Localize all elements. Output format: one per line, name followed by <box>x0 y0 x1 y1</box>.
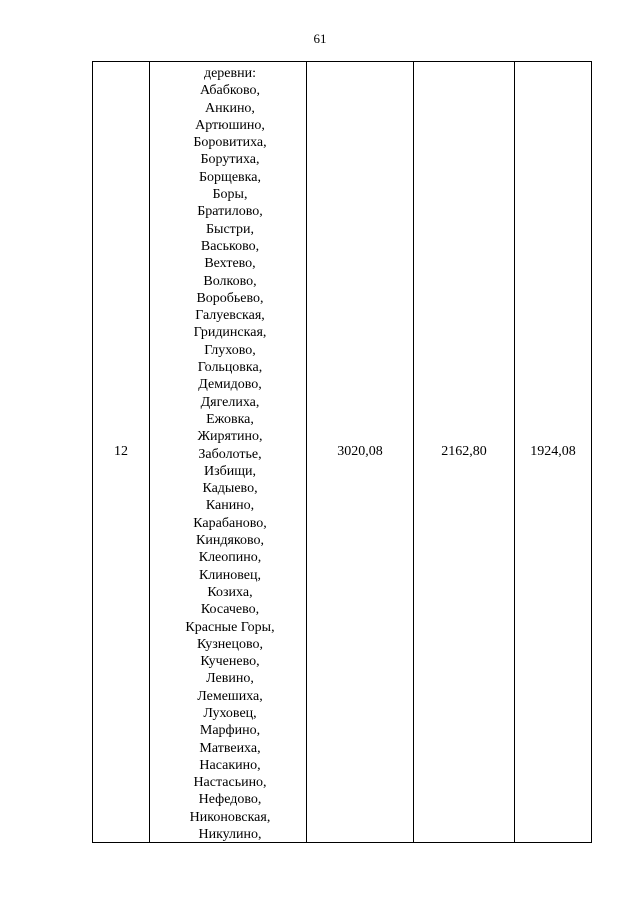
settlement-name: Жирятино, <box>197 429 263 445</box>
settlement-name: Волково, <box>203 273 257 289</box>
settlement-name: Никоновская, <box>189 809 271 825</box>
settlement-name: Ежовка, <box>206 411 254 427</box>
settlement-name: Артюшино, <box>195 117 265 133</box>
settlement-name: Вехтево, <box>204 256 256 272</box>
settlement-name: Избищи, <box>203 463 257 479</box>
settlement-name: Борщевка, <box>199 169 261 185</box>
settlements-list <box>150 62 306 842</box>
settlement-name: Заболотье, <box>198 446 262 462</box>
value-cell-2: 2162,80 <box>414 62 515 843</box>
settlement-name: Матвеиха, <box>199 740 261 756</box>
data-table <box>92 61 592 843</box>
page-number: 61 <box>313 31 327 46</box>
value-cell-3: 1924,08 <box>515 62 592 843</box>
settlement-name: Клиновец, <box>198 567 262 583</box>
value-cell-1: 3020,08 <box>307 62 414 843</box>
settlement-name: Гольцовка, <box>197 360 263 376</box>
settlement-name: Кузнецово, <box>196 636 264 652</box>
settlement-name: Кадыево, <box>202 481 258 497</box>
settlements-cell <box>150 62 307 843</box>
settlement-name: Клеопино, <box>198 550 262 566</box>
settlement-name: Борутиха, <box>200 152 260 168</box>
settlement-name: Никулино, <box>198 827 262 842</box>
settlement-name: Красные Горы, <box>185 619 275 635</box>
settlement-name: Козиха, <box>207 584 253 600</box>
settlement-name: Галуевская, <box>195 308 265 324</box>
settlement-name: Карабаново, <box>193 515 267 531</box>
settlement-name: Левино, <box>206 671 254 687</box>
settlement-name: Марфино, <box>199 723 261 739</box>
settlement-name: Боры, <box>212 187 248 203</box>
table-row <box>93 62 592 843</box>
row-index-cell: 12 <box>93 62 150 843</box>
settlement-name: Дягелиха, <box>200 394 260 410</box>
settlement-name: Братилово, <box>197 204 263 220</box>
settlement-name: Насакино, <box>199 757 261 773</box>
settlement-name: Лемешиха, <box>197 688 263 704</box>
settlement-name: Настасьино, <box>193 775 267 791</box>
settlement-name: Глухово, <box>204 342 256 358</box>
settlement-name: Луховец, <box>203 705 257 721</box>
settlement-name: Гридинская, <box>193 325 267 341</box>
settlement-name: Демидово, <box>198 377 262 393</box>
settlement-name: Косачево, <box>200 602 260 618</box>
settlement-name: Абабково, <box>200 83 260 99</box>
settlement-name: Киндяково, <box>196 533 264 549</box>
settlements-header: деревни: <box>203 66 257 81</box>
settlement-name: Воробьево, <box>196 290 264 306</box>
settlement-name: Васьково, <box>200 238 260 254</box>
settlement-name: Быстри, <box>206 221 254 237</box>
settlement-name: Канино, <box>205 498 255 514</box>
settlement-name: Нефедово, <box>198 792 262 808</box>
settlement-name: Анкино, <box>205 100 255 116</box>
settlement-name: Боровитиха, <box>193 135 267 151</box>
settlement-name: Кученево, <box>200 654 260 670</box>
